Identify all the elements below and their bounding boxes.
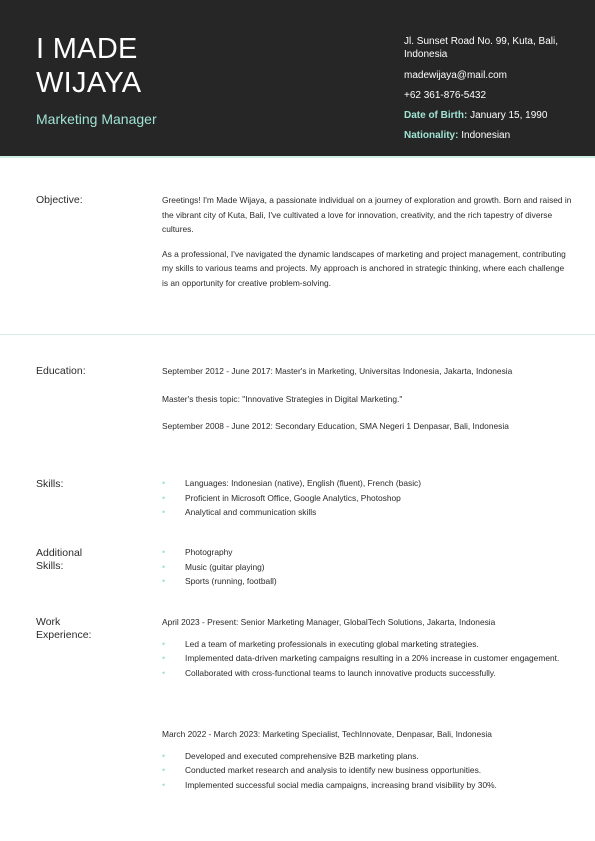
nationality — [404, 129, 584, 142]
list-item: • Implemented successful social media campaigns, increasing brand visibility by 30%. — [162, 778, 572, 793]
address: Jl. Sunset Road No. 99, Kuta, Bali, Indonesia — [404, 36, 558, 60]
bullet-icon: • — [162, 561, 166, 572]
additional-skills-body — [162, 545, 572, 589]
work-experience-label: Work Experience: — [36, 616, 92, 641]
bullet-icon: • — [162, 653, 166, 663]
contact-info — [404, 35, 584, 149]
bullet-icon: • — [162, 478, 166, 488]
email: madewijaya@mail.com — [404, 70, 507, 81]
list-item: • Proficient in Microsoft Office, Google Analytics, Photoshop — [162, 491, 572, 506]
objective-paragraph: Greetings! I'm Made Wijaya, a passionate individual on a journey of exploration and growth. Born and raised in the vibrant city of Kuta, Bali, I've cultivated a love for innovation, creativity, and the rich tapestry of diverse cultures. — [162, 195, 572, 234]
phone: +62 361-876-5432 — [404, 90, 487, 101]
skills-body — [162, 476, 572, 520]
job-entry — [162, 615, 572, 680]
bullet-icon: • — [162, 547, 166, 557]
list-item: • Analytical and communication skills — [162, 505, 572, 520]
additional-skills-label: Additional Skills: — [36, 547, 83, 572]
bullet-icon: • — [162, 576, 166, 586]
list-item: • Sports (running, football) — [162, 574, 572, 589]
education-entry: September 2012 - June 2017: Master's in Marketing, Universitas Indonesia, Jakarta, Indonesia — [162, 366, 513, 376]
date-of-birth — [404, 109, 584, 122]
objective-label: Objective: — [36, 194, 83, 206]
section-divider — [0, 334, 595, 335]
skills-label: Skills: — [36, 478, 64, 490]
education-entry: September 2008 - June 2012: Secondary Education, SMA Negeri 1 Denpasar, Bali, Indonesia — [162, 421, 509, 431]
bullet-icon: • — [162, 765, 166, 775]
list-item: • Music (guitar playing) — [162, 560, 572, 575]
bullet-icon: • — [162, 779, 166, 790]
education-label: Education: — [36, 365, 86, 377]
bullet-icon: • — [162, 750, 166, 761]
objective-paragraph: As a professional, I've navigated the dynamic landscapes of marketing and project management, contributing my skills to various teams and projects. My approach is anchored in strategic thinking, where each challenge is an opportunity for creative problem-solving. — [162, 248, 566, 288]
bullet-icon: • — [162, 507, 166, 517]
job-heading: April 2023 - Present: Senior Marketing Manager, GlobalTech Solutions, Jakarta, Indonesia — [162, 617, 496, 627]
list-item: • Photography — [162, 545, 572, 560]
resume-header — [0, 0, 595, 158]
list-item: • Languages: Indonesian (native), English (fluent), French (basic) — [162, 476, 572, 491]
list-item: • Led a team of marketing professionals in executing global marketing strategies. — [162, 637, 572, 652]
thesis-topic: Master's thesis topic: "Innovative Strategies in Digital Marketing." — [162, 393, 403, 404]
objective-body — [162, 193, 572, 300]
nationality-label: Nationality: — [404, 130, 459, 141]
list-item: • Developed and executed comprehensive B2B marketing plans. — [162, 749, 572, 764]
bullet-icon: • — [162, 492, 166, 503]
education-body — [162, 364, 572, 447]
dob-value: January 15, 1990 — [470, 110, 548, 121]
job-title: Marketing Manager — [36, 111, 157, 127]
job-entry — [162, 727, 572, 792]
nationality-value: Indonesian — [461, 130, 511, 141]
bullet-icon: • — [162, 638, 166, 649]
list-item: • Conducted market research and analysis to identify new business opportunities. — [162, 763, 572, 778]
job-heading: March 2022 - March 2023: Marketing Specialist, TechInnovate, Denpasar, Bali, Indonesia — [162, 729, 492, 739]
list-item: • Implemented data-driven marketing campaigns resulting in a 20% increase in customer engagement. — [162, 651, 572, 666]
candidate-name: I MADE WIJAYA — [36, 33, 142, 99]
dob-label: Date of Birth: — [404, 110, 468, 121]
bullet-icon: • — [162, 667, 166, 678]
list-item: • Collaborated with cross-functional teams to launch innovative products successfully. — [162, 666, 572, 681]
